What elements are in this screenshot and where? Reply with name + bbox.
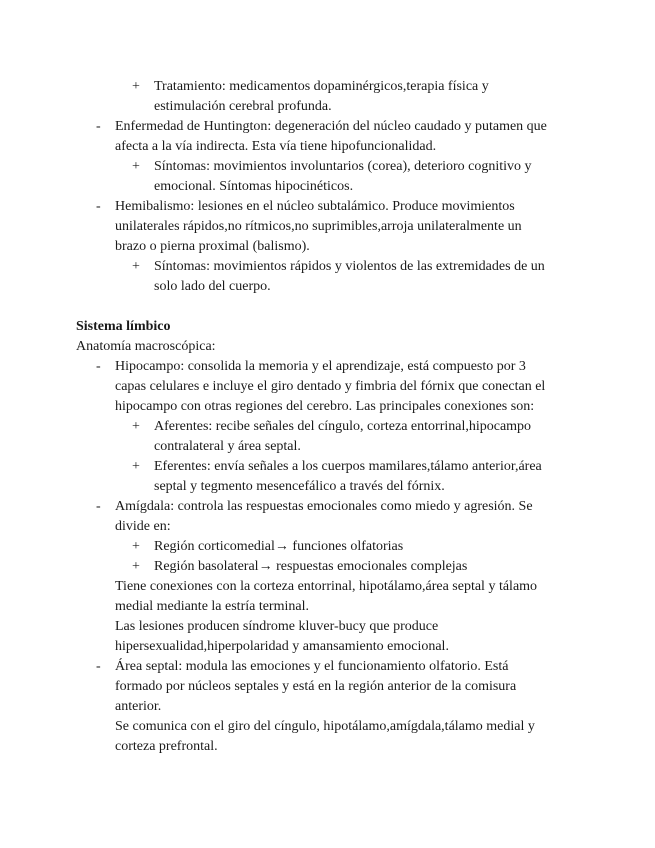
plus-bullet: + bbox=[132, 539, 140, 554]
amigdala-line-2: divide en: bbox=[115, 519, 171, 534]
huntington-line-2: afecta a la vía indirecta. Esta vía tiene hipofuncionalidad. bbox=[115, 139, 437, 154]
tratamiento-line-1: Tratamiento: medicamentos dopaminérgicos,terapia física y bbox=[154, 79, 489, 94]
dash-bullet: - bbox=[96, 659, 101, 674]
area-septal-line-5: corteza prefrontal. bbox=[115, 739, 218, 754]
eferentes-line-1: Eferentes: envía señales a los cuerpos mamilares,tálamo anterior,área bbox=[154, 459, 542, 474]
dash-bullet: - bbox=[96, 119, 101, 134]
plus-bullet: + bbox=[132, 419, 140, 434]
huntington-sintomas-line-2: emocional. Síntomas hipocinéticos. bbox=[154, 179, 354, 194]
plus-bullet: + bbox=[132, 259, 140, 274]
region-corticomedial: Región corticomedial→ funciones olfatorias bbox=[154, 539, 404, 554]
amigdala-nota-line-1: Tiene conexiones con la corteza entorrinal, hipotálamo,área septal y tálamo bbox=[115, 579, 538, 594]
plus-bullet: + bbox=[132, 559, 140, 574]
amigdala-nota-line-3: Las lesiones producen síndrome kluver-bucy que produce bbox=[115, 619, 439, 634]
aferentes-line-2: contralateral y área septal. bbox=[154, 439, 301, 454]
hemibalismo-line-1: Hemibalismo: lesiones en el núcleo subtalámico. Produce movimientos bbox=[115, 199, 515, 214]
hipocampo-line-1: Hipocampo: consolida la memoria y el aprendizaje, está compuesto por 3 bbox=[115, 359, 526, 374]
hipocampo-line-3: hipocampo con otras regiones del cerebro. Las principales conexiones son: bbox=[115, 399, 535, 414]
plus-bullet: + bbox=[132, 79, 140, 94]
huntington-line-1: Enfermedad de Huntington: degeneración del núcleo caudado y putamen que bbox=[115, 119, 547, 134]
tratamiento-line-2: estimulación cerebral profunda. bbox=[154, 99, 332, 114]
dash-bullet: - bbox=[96, 359, 101, 374]
plus-bullet: + bbox=[132, 159, 140, 174]
eferentes-line-2: septal y tegmento mesencefálico a través del fórnix. bbox=[154, 479, 445, 494]
hemibalismo-line-3: brazo o pierna proximal (balismo). bbox=[115, 239, 310, 254]
region-basolateral: Región basolateral→ respuestas emocionales complejas bbox=[154, 559, 468, 574]
huntington-sintomas-line-1: Síntomas: movimientos involuntarios (corea), deterioro cognitivo y bbox=[154, 159, 532, 174]
hipocampo-line-2: capas celulares e incluye el giro dentado y fimbria del fórnix que conectan el bbox=[115, 379, 546, 394]
section-heading: Sistema límbico bbox=[76, 319, 171, 334]
amigdala-nota-line-4: hipersexualidad,hiperpolaridad y amansamiento emocional. bbox=[115, 639, 449, 654]
amigdala-nota-line-2: medial mediante la estría terminal. bbox=[115, 599, 309, 614]
area-septal-line-3: anterior. bbox=[115, 699, 162, 714]
hemibalismo-line-2: unilaterales rápidos,no rítmicos,no suprimibles,arroja unilateralmente un bbox=[115, 219, 522, 234]
hemibalismo-sintomas-line-2: solo lado del cuerpo. bbox=[154, 279, 271, 294]
area-septal-line-2: formado por núcleos septales y está en la región anterior de la comisura bbox=[115, 679, 517, 694]
dash-bullet: - bbox=[96, 499, 101, 514]
plus-bullet: + bbox=[132, 459, 140, 474]
dash-bullet: - bbox=[96, 199, 101, 214]
section-subheading: Anatomía macroscópica: bbox=[76, 339, 216, 354]
hemibalismo-sintomas-line-1: Síntomas: movimientos rápidos y violentos de las extremidades de un bbox=[154, 259, 545, 274]
area-septal-line-4: Se comunica con el giro del cíngulo, hipotálamo,amígdala,tálamo medial y bbox=[115, 719, 535, 734]
aferentes-line-1: Aferentes: recibe señales del cíngulo, corteza entorrinal,hipocampo bbox=[154, 419, 532, 434]
area-septal-line-1: Área septal: modula las emociones y el funcionamiento olfatorio. Está bbox=[115, 659, 509, 674]
amigdala-line-1: Amígdala: controla las respuestas emocionales como miedo y agresión. Se bbox=[115, 499, 533, 514]
